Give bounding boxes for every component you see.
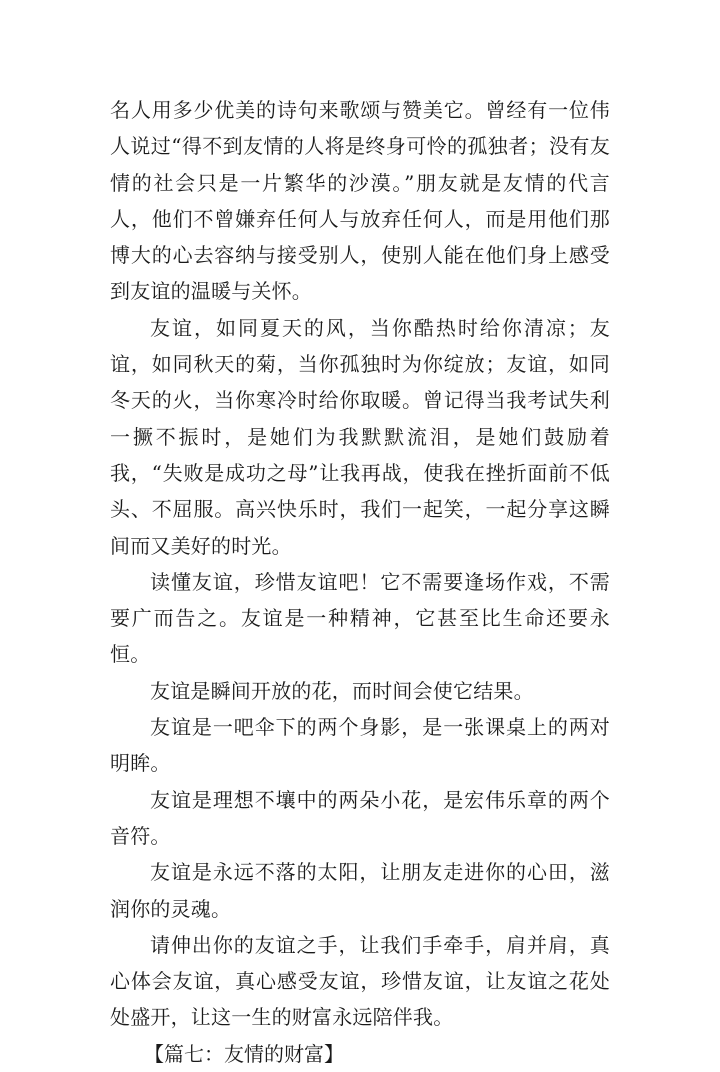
paragraph-6: 友谊是理想不壤中的两朵小花，是宏伟乐章的两个音符。	[110, 787, 610, 848]
paragraph-5: 友谊是一吧伞下的两个身影，是一张课桌上的两对明眸。	[110, 715, 610, 776]
paragraph-2: 友谊，如同夏天的风，当你酷热时给你清凉；友谊，如同秋天的菊，当你孤独时为你绽放；友谊，如同冬天的火，当你寒冷时给你取暖。曾记得当我考试失利一撅不振时，是她们为我默默流泪，是她们鼓励着我，“失败是成功之母”让我再战，使我在挫折面前不低头、不屈服。高兴快乐时，我们一起笑，一起分享这瞬间而又美好的时光。	[110, 315, 610, 558]
paragraph-1: 名人用多少优美的诗句来歌颂与赞美它。曾经有一位伟人说过“得不到友情的人将是终身可怜的孤独者；没有友情的社会只是一片繁华的沙漠。”朋友就是友情的代言人，他们不曾嫌弃任何人与放弃任何人，而是用他们那博大的心去容纳与接受别人，使别人能在他们身上感受到友谊的温暖与关怀。	[110, 98, 610, 304]
document-page	[110, 92, 610, 1072]
paragraph-4: 友谊是瞬间开放的花，而时间会使它结果。	[150, 678, 534, 703]
section-heading: 【篇七：友情的财富】	[144, 1041, 344, 1066]
paragraph-7: 友谊是永远不落的太阳，让朋友走进你的心田，滋润你的灵魂。	[110, 860, 610, 921]
paragraph-3: 读懂友谊，珍惜友谊吧！它不需要逢场作戏，不需要广而告之。友谊是一种精神，它甚至比生命还要永恒。	[110, 569, 610, 667]
paragraph-8: 请伸出你的友谊之手，让我们手牵手，肩并肩，真心体会友谊，真心感受友谊，珍惜友谊，让友谊之花处处盛开，让这一生的财富永远陪伴我。	[110, 932, 610, 1030]
